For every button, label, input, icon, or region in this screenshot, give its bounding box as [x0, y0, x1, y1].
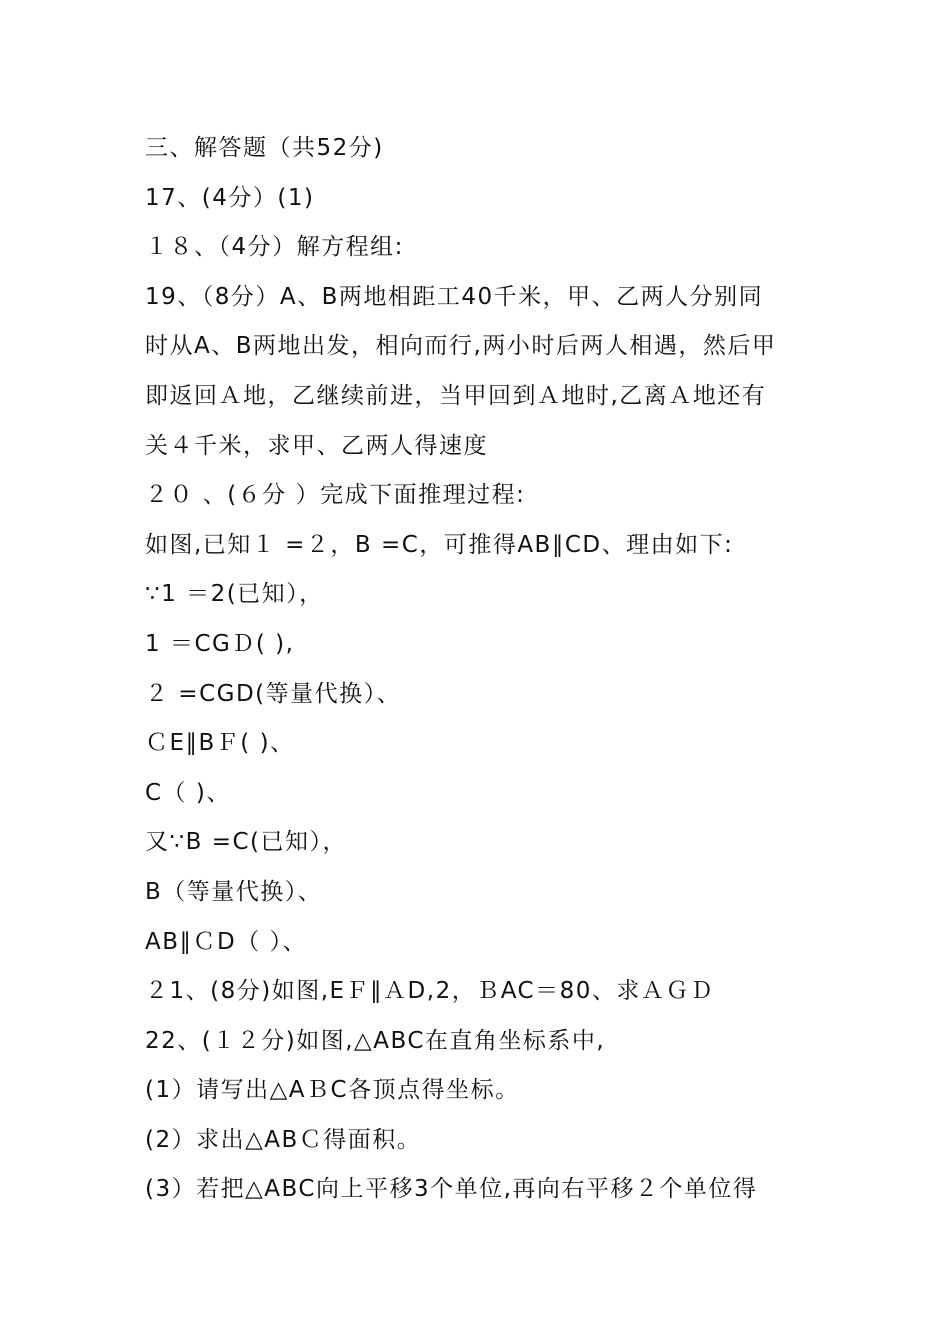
- proof-step-1: ∵1 ＝2(已知），: [145, 581, 324, 608]
- proof-step-7: B（等量代换）、: [145, 878, 323, 905]
- proof-step-6: 又∵B =C(已知），: [145, 829, 348, 856]
- question-21: ２1、(8分)如图,EＦ∥ＡD,2，ＢAC＝80、求ＡＧＤ: [145, 978, 715, 1005]
- question-22-part-1: (1）请写出△AＢC各顶点得坐标。: [145, 1077, 520, 1104]
- proof-step-8: AB∥ＣD（ ）、: [145, 928, 308, 955]
- question-19-line-1: 19、（8分）A、B两地相距工40千米，甲、乙两人分别同: [145, 283, 764, 310]
- document-body: [145, 128, 845, 1219]
- question-19-line-3: 即返回Ａ地，乙继续前进，当甲回到Ａ地时,乙离Ａ地还有: [145, 382, 767, 409]
- question-22-part-2: (2）求出△ABＣ得面积。: [145, 1126, 422, 1153]
- question-22-part-3: (3）若把△ABC向上平移3个单位,再向右平移２个单位得: [145, 1176, 758, 1203]
- question-19-line-2: 时从A、B两地出发，相向而行,两小时后两人相遇，然后甲: [145, 333, 777, 360]
- question-22: 22、(１２分)如图,△ABC在直角坐标系中,: [145, 1027, 606, 1054]
- section-heading: 三、解答题（共52分): [145, 135, 384, 161]
- question-20: ２０ 、(６分 ）完成下面推理过程:: [145, 482, 526, 509]
- proof-step-4: ＣE∥BＦ( )、: [145, 730, 295, 757]
- question-17: 17、(4分）(1): [145, 184, 315, 211]
- proof-step-5: C（ )、: [145, 779, 231, 806]
- question-20-given: 如图,已知１ =２，B =C，可推得AB∥CD、理由如下:: [145, 531, 734, 558]
- proof-step-2: 1 ＝CGＤ( ),: [145, 630, 295, 657]
- question-19-line-4: 关４千米，求甲、乙两人得速度: [145, 432, 488, 459]
- proof-step-3: ２ =CGD(等量代换）、: [145, 680, 402, 707]
- question-18: １８、（4分）解方程组:: [145, 234, 404, 261]
